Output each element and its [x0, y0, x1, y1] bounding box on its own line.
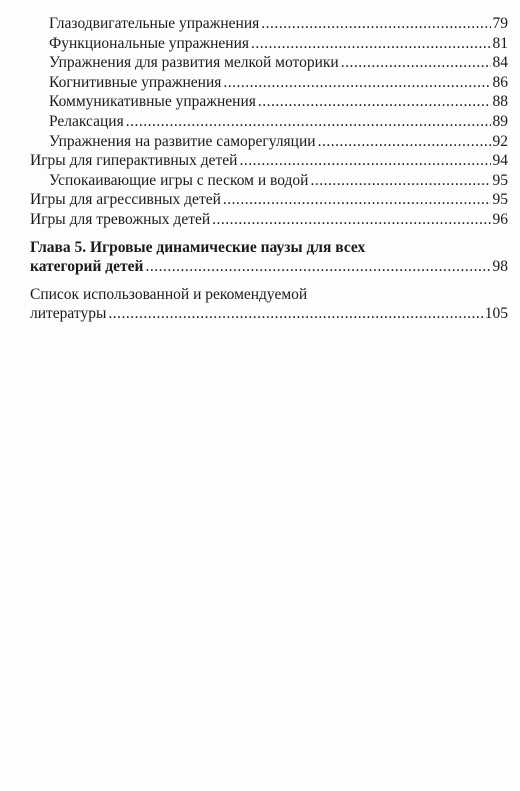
toc-entry-relaxation: [30, 112, 508, 132]
dot-leader: [310, 171, 490, 191]
toc-entry-page: 84: [492, 54, 508, 72]
toc-entry-title: Глазодвигательные упражнения: [49, 15, 260, 32]
toc-entry-fine-motor-exercises: [30, 53, 508, 73]
dot-leader: [341, 53, 491, 73]
dot-leader: [108, 304, 482, 324]
toc-entry-references: [30, 285, 508, 324]
toc-entry-title: Когнитивные упражнения: [49, 73, 222, 91]
toc-entry-anxious-games: [30, 210, 508, 230]
toc-entry-self-regulation: [30, 132, 508, 152]
toc-entry-eye-exercises: [30, 14, 508, 34]
toc-entry-functional-exercises: [30, 34, 508, 54]
toc-entry-title: Коммуникативные упражнения: [49, 93, 256, 111]
toc-entry-title: Релаксация: [49, 112, 124, 130]
toc-entry-communicative-exercises: [30, 92, 508, 112]
toc-entry-title: Игры для агрессивных детей: [30, 191, 221, 209]
references-title-line-1: Список использованной и рекомендуемой: [30, 285, 308, 303]
references-title-line-2-row: [30, 304, 508, 324]
chapter-title-line-1: Глава 5. Игровые динамические паузы для всех: [30, 238, 366, 256]
toc-entry-page: 95: [492, 171, 508, 189]
table-of-contents: [30, 14, 508, 324]
toc-entry-calming-games: [30, 171, 508, 191]
toc-entry-title: Успокаивающие игры с песком и водой: [49, 171, 309, 189]
dot-leader: [223, 190, 491, 210]
toc-entry-cognitive-exercises: [30, 73, 508, 93]
toc-entry-title: Функциональные упражнения: [49, 34, 250, 52]
dot-leader: [126, 112, 491, 132]
toc-entry-page: 92: [492, 132, 508, 150]
dot-leader: [212, 210, 490, 230]
references-title-line-2: литературы: [30, 305, 107, 323]
chapter-title-line-2: категорий детей: [30, 258, 144, 276]
toc-entry-title: Игры для гиперактивных детей: [30, 152, 238, 170]
dot-leader: [258, 92, 491, 112]
toc-entry-title: Упражнения на развитие саморегуляции: [49, 132, 316, 150]
toc-entry-page: 98: [492, 258, 508, 276]
dot-leader: [223, 73, 490, 93]
toc-entry-title: Игры для тревожных детей: [30, 210, 211, 228]
toc-entry-page: 79: [492, 15, 508, 32]
toc-entry-page: 96: [492, 210, 508, 228]
toc-entry-hyperactive-games: [30, 151, 508, 171]
toc-entry-title: Упражнения для развития мелкой моторики: [49, 54, 339, 72]
dot-leader: [261, 14, 490, 34]
dot-leader: [145, 257, 490, 277]
toc-entry-page: 105: [484, 305, 508, 323]
dot-leader: [239, 151, 490, 171]
toc-entry-page: 89: [492, 112, 508, 130]
toc-entry-page: 94: [492, 152, 508, 170]
toc-entry-page: 86: [492, 73, 508, 91]
toc-entry-page: 88: [492, 93, 508, 111]
toc-entry-page: 95: [492, 191, 508, 209]
chapter-title-line-2-row: [30, 257, 508, 277]
dot-leader: [251, 34, 490, 54]
toc-entry-page: 81: [492, 34, 508, 52]
dot-leader: [318, 132, 491, 152]
toc-entry-aggressive-games: [30, 190, 508, 210]
toc-entry-chapter-5: [30, 238, 508, 277]
